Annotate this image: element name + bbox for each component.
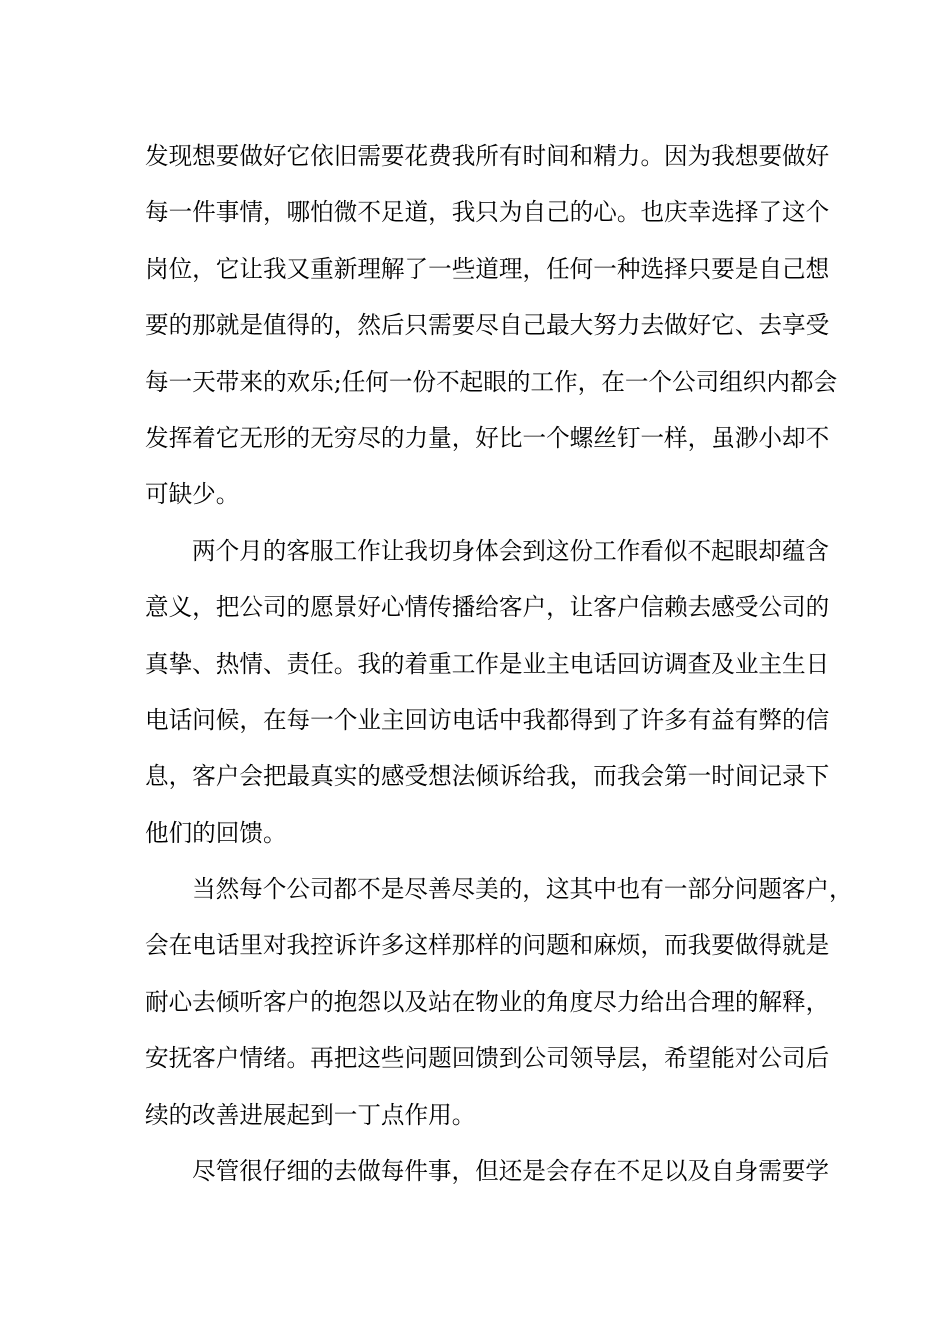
text-line: 安抚客户情绪。再把这些问题回馈到公司领导层，希望能对公司后 [145,1044,830,1073]
paragraph-2 [145,523,830,861]
text-line: 意义，把公司的愿景好心情传播给客户，让客户信赖去感受公司的 [145,593,830,622]
paragraph-3 [145,861,853,1143]
text-line: 岗位，它让我又重新理解了一些道理，任何一种选择只要是自己想 [145,254,830,283]
text-line: 可缺少。 [145,480,240,509]
text-line: 两个月的客服工作让我切身体会到这份工作看似不起眼却蕴含 [192,536,830,565]
text-line: 息，客户会把最真实的感受想法倾诉给我，而我会第一时间记录下 [145,762,830,791]
text-line: 当然每个公司都不是尽善尽美的，这其中也有一部分问题客户， [192,875,853,904]
text-line: 发挥着它无形的无穷尽的力量，好比一个螺丝钉一样，虽渺小却不 [145,423,830,452]
text-line: 电话问候，在每一个业主回访电话中我都得到了许多有益有弊的信 [145,705,830,734]
text-line: 尽管很仔细的去做每件事，但还是会存在不足以及自身需要学 [192,1157,830,1186]
paragraph-4 [145,1143,830,1199]
text-line: 要的那就是值得的，然后只需要尽自己最大努力去做好它、去享受 [145,311,830,340]
text-line: 会在电话里对我控诉许多这样那样的问题和麻烦，而我要做得就是 [145,931,830,960]
text-line: 他们的回馈。 [145,818,287,847]
text-line: 真挚、热情、责任。我的着重工作是业主电话回访调查及业主生日 [145,649,830,678]
text-line: 耐心去倾听客户的抱怨以及站在物业的角度尽力给出合理的解释， [145,987,830,1016]
text-line: 续的改善进展起到一丁点作用。 [145,1100,476,1129]
paragraph-1 [145,128,838,523]
text-line: 发现想要做好它依旧需要花费我所有时间和精力。因为我想要做好 [145,142,830,170]
document-body [145,128,853,1199]
text-line: 每一天带来的欢乐;任何一份不起眼的工作，在一个公司组织内都会 [145,367,838,396]
text-line: 每一件事情，哪怕微不足道，我只为自己的心。也庆幸选择了这个 [145,198,830,227]
